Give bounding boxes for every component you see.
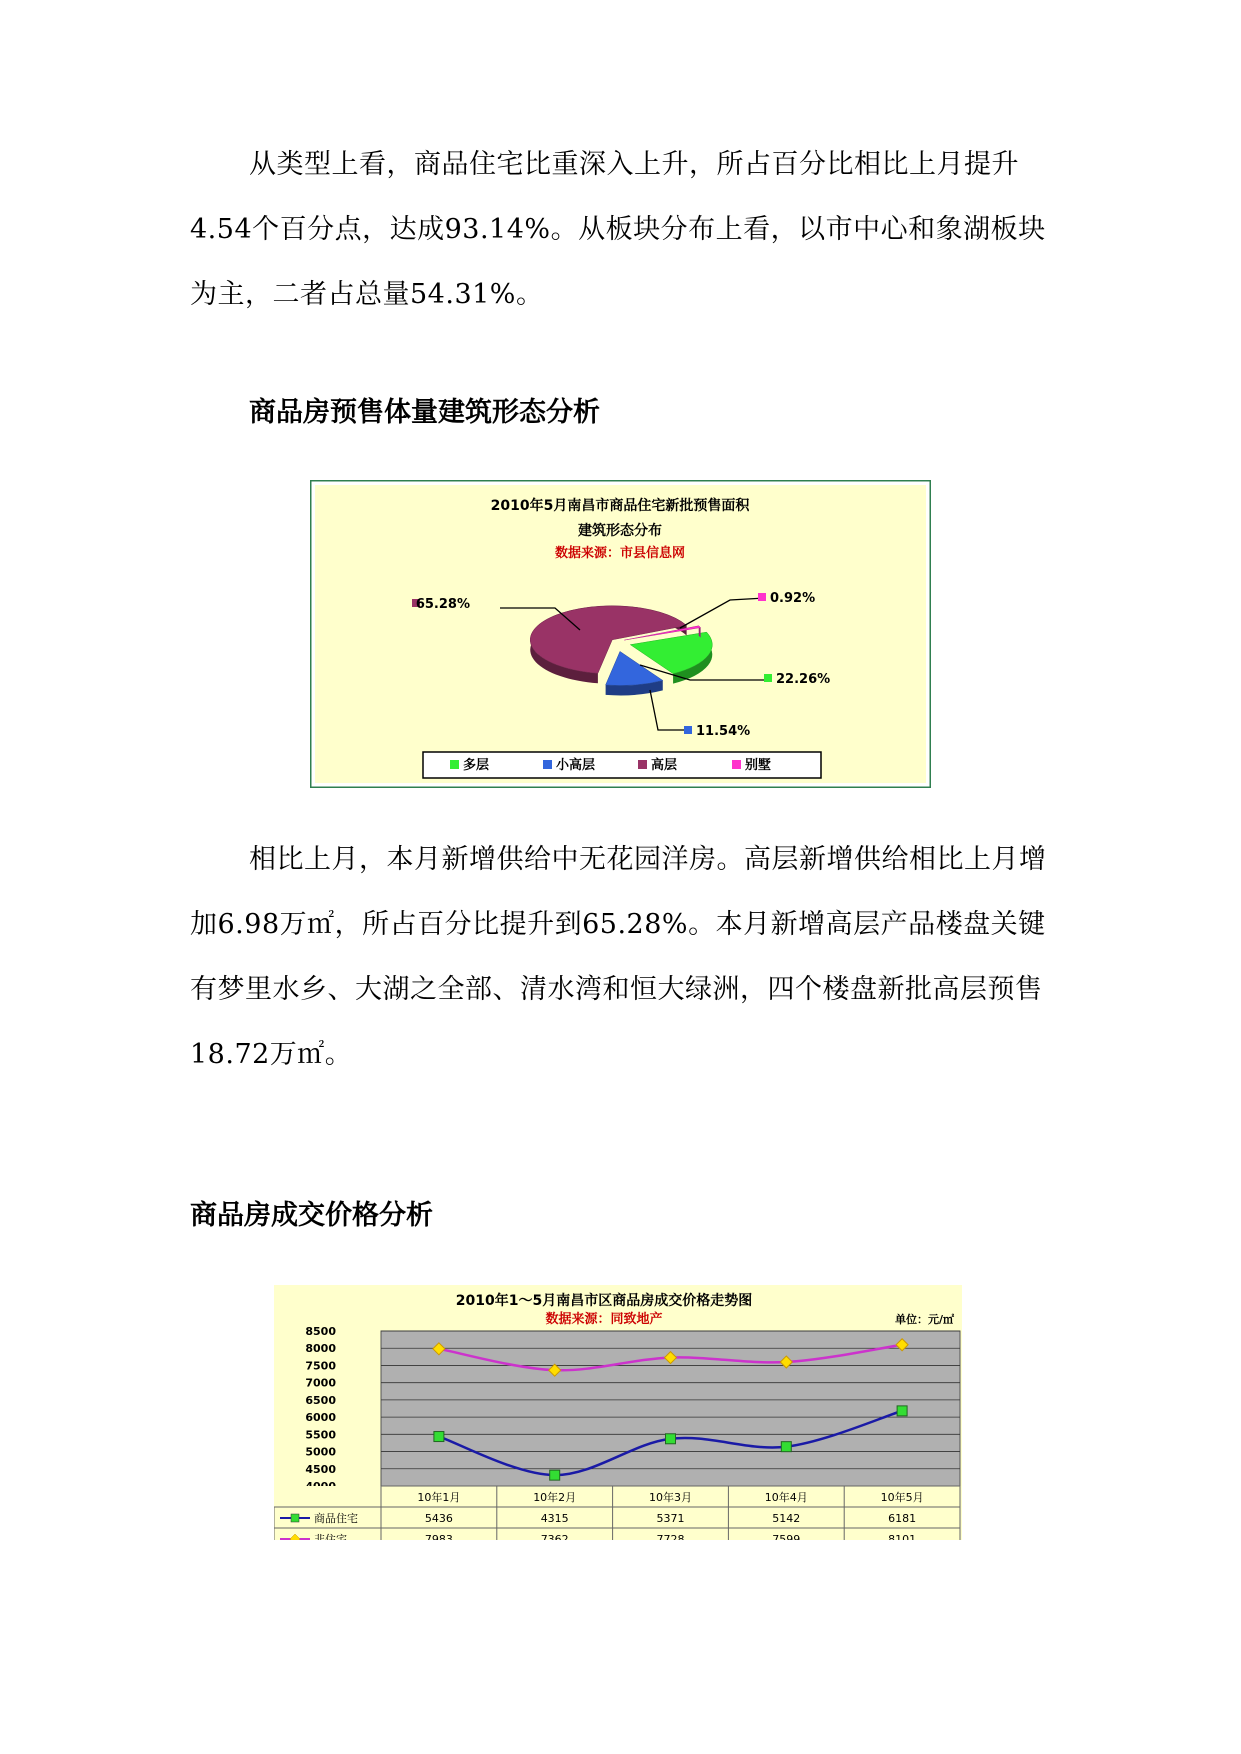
y-tick-label: 4500 (305, 1462, 336, 1476)
x-category-label: 10年5月 (880, 1491, 924, 1504)
legend-swatch (543, 760, 552, 769)
y-tick-label: 6000 (305, 1411, 336, 1425)
series-legend-label: 非住宅 (314, 1533, 347, 1540)
table-value: 5371 (656, 1512, 685, 1525)
pie-label-marker (758, 593, 766, 601)
data-point (434, 1432, 444, 1442)
table-value: 6181 (888, 1512, 917, 1525)
pie-chart-svg (310, 480, 931, 788)
pie-label-marker (684, 726, 692, 734)
line-chart-unit: 单位：元/㎡ (894, 1313, 954, 1326)
x-category-label: 10年4月 (764, 1491, 808, 1504)
legend-swatch (732, 760, 741, 769)
table-value: 5436 (424, 1512, 453, 1525)
pie-data-label: 11.54% (696, 724, 751, 739)
legend-label: 小高层 (556, 758, 596, 773)
y-tick-label: 5000 (305, 1445, 336, 1459)
table-value: 4315 (540, 1512, 569, 1525)
line-chart-svg (274, 1285, 962, 1540)
y-tick-label: 6500 (305, 1393, 336, 1407)
table-value: 7983 (424, 1533, 453, 1540)
legend-swatch (638, 760, 647, 769)
y-tick-label: 8000 (305, 1342, 336, 1356)
paragraph-building-type: 从类型上看，商品住宅比重深入上升，所占百分比相比上月提升4.54个百分点，达成93.14%。从板块分布上看，以市中心和象湖板块为主，二者占总量54.31%。 (190, 149, 1046, 310)
legend-swatch (450, 760, 459, 769)
data-point (781, 1442, 791, 1452)
table-value: 5142 (772, 1512, 801, 1525)
table-value: 7599 (772, 1533, 801, 1540)
data-point (897, 1406, 907, 1416)
y-tick-label: 5500 (305, 1428, 336, 1442)
y-tick-label: 8500 (305, 1325, 336, 1338)
paragraph-highrise-supply: 相比上月，本月新增供给中无花园洋房。高层新增供给相比上月增加6.98万㎡，所占百分比提升到65.28%。本月新增高层产品楼盘关键有梦里水乡、大湖之全部、清水湾和恒大绿洲，四个楼盘新批高层预售18.72万㎡。 (190, 844, 1047, 1070)
pie-label-marker (764, 674, 772, 682)
table-value: 8101 (888, 1533, 917, 1540)
pie-chart-title: 2010年5月南昌市商品住宅新批预售面积 (490, 498, 750, 514)
pie-chart-building-form (310, 480, 931, 788)
section-heading-price-analysis: 商品房成交价格分析 (190, 1200, 433, 1231)
pie-data-label: 65.28% (415, 597, 470, 612)
x-category-label: 10年2月 (533, 1491, 577, 1504)
table-value: 7362 (540, 1533, 569, 1540)
legend-label: 别墅 (745, 758, 772, 773)
table-value: 7728 (656, 1533, 685, 1540)
line-chart-source: 数据来源：同致地产 (545, 1312, 663, 1327)
line-chart-title: 2010年1～5月南昌市区商品房成交价格走势图 (455, 1293, 753, 1309)
data-point (666, 1434, 676, 1444)
legend-label: 多层 (463, 758, 490, 773)
y-tick-label: 7000 (305, 1376, 336, 1390)
y-tick-label: 7500 (305, 1359, 336, 1373)
pie-chart-subtitle: 建筑形态分布 (578, 523, 662, 539)
pie-data-label: 22.26% (776, 672, 831, 687)
line-chart-price-trend (274, 1285, 962, 1540)
section-heading-presale-form: 商品房预售体量建筑形态分析 (249, 397, 600, 428)
legend-label: 高层 (651, 758, 678, 773)
series-legend-label: 商品住宅 (314, 1512, 358, 1525)
x-category-label: 10年1月 (417, 1491, 461, 1504)
pie-chart-source: 数据来源：市县信息网 (554, 546, 686, 561)
data-point (550, 1470, 560, 1480)
x-category-label: 10年3月 (649, 1491, 692, 1504)
pie-data-label: 0.92% (770, 591, 816, 606)
